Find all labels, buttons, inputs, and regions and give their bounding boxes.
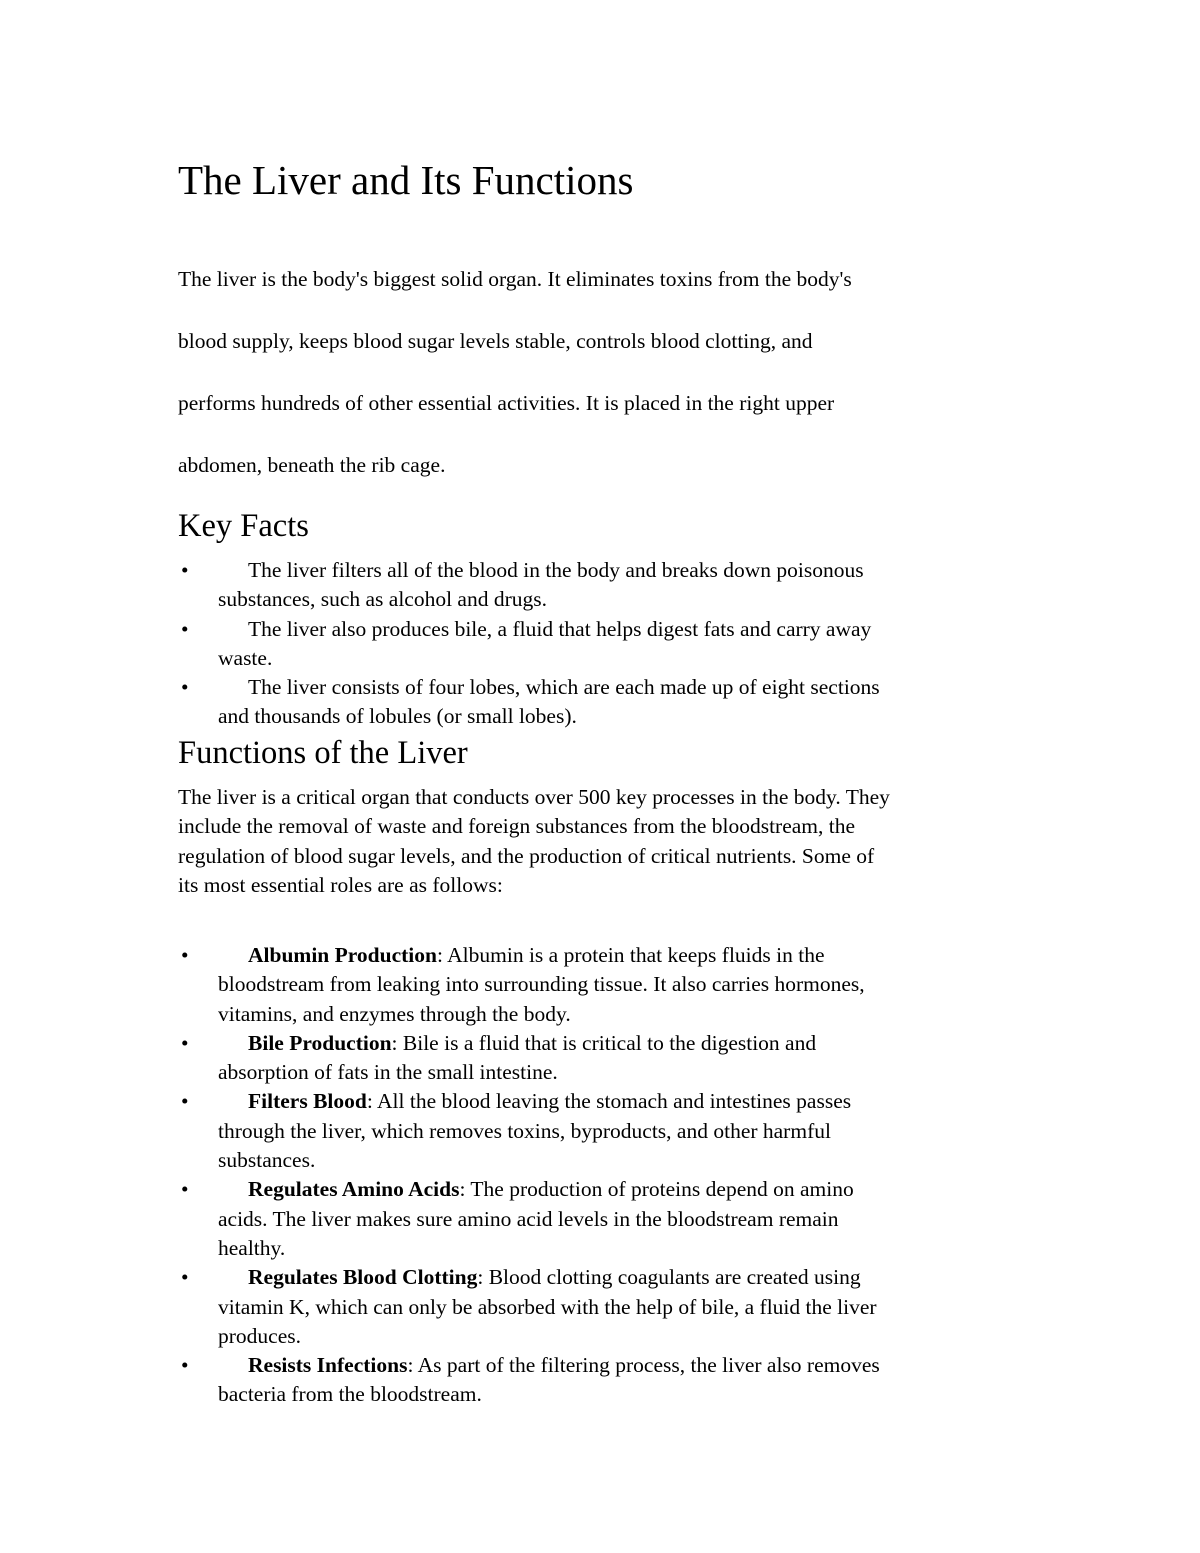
bullet-icon: • bbox=[181, 943, 189, 967]
function-term: Regulates Amino Acids bbox=[248, 1177, 460, 1202]
bullet-icon: • bbox=[181, 675, 189, 700]
bullet-icon: • bbox=[181, 1177, 189, 1202]
intro-line: The liver is the body's biggest solid organ. It eliminates toxins from the body's bbox=[178, 267, 852, 291]
intro-line: abdomen, beneath the rib cage. bbox=[178, 453, 446, 477]
list-item-text: bloodstream from leaking into surrounding tissue. It also carries hormones, bbox=[218, 972, 865, 997]
list-item-first-line bbox=[218, 1029, 1018, 1058]
function-term: Bile Production bbox=[248, 1030, 392, 1055]
function-term: Albumin Production bbox=[248, 943, 437, 967]
list-item-text: vitamins, and enzymes through the body. bbox=[218, 1001, 571, 1026]
list-item-first-line bbox=[218, 1175, 1018, 1204]
functions-paragraph-line: its most essential roles are as follows: bbox=[178, 872, 503, 897]
bullet-icon: • bbox=[181, 1030, 189, 1055]
list-item-text: The liver consists of four lobes, which are each made up of eight sections bbox=[248, 675, 880, 700]
list-item-text: vitamin K, which can only be absorbed with the help of bile, a fluid the liver bbox=[218, 1294, 877, 1319]
bullet-icon: • bbox=[181, 1353, 189, 1378]
bullet-icon: • bbox=[181, 1265, 189, 1290]
function-description: : Albumin is a protein that keeps fluids in the bbox=[436, 943, 825, 967]
key-facts-list bbox=[178, 556, 1018, 732]
list-item bbox=[178, 1029, 1018, 1088]
list-item-text: produces. bbox=[218, 1323, 301, 1348]
function-term: Resists Infections bbox=[248, 1353, 408, 1378]
list-item-text: substances, such as alcohol and drugs. bbox=[218, 587, 547, 612]
list-item-first-line bbox=[218, 1087, 1018, 1116]
list-item-first-line bbox=[218, 1263, 1018, 1292]
list-item bbox=[178, 1263, 1018, 1351]
list-item-text: The liver filters all of the blood in the body and breaks down poisonous bbox=[248, 558, 864, 582]
intro-line: blood supply, keeps blood sugar levels stable, controls blood clotting, and bbox=[178, 329, 813, 353]
list-item-first-line bbox=[218, 1351, 1018, 1380]
list-item-first-line bbox=[218, 941, 1018, 970]
list-item bbox=[178, 1351, 1018, 1410]
bullet-icon: • bbox=[181, 558, 189, 582]
function-description: : As part of the filtering process, the liver also removes bbox=[407, 1353, 880, 1378]
function-description: : Blood clotting coagulants are created using bbox=[477, 1265, 861, 1290]
key-facts-heading: Key Facts bbox=[178, 508, 309, 544]
intro-paragraph bbox=[178, 248, 1038, 496]
list-item-text: healthy. bbox=[218, 1235, 286, 1260]
function-description: : Bile is a fluid that is critical to the digestion and bbox=[391, 1030, 817, 1055]
list-item bbox=[178, 673, 1018, 732]
list-item-text: through the liver, which removes toxins, byproducts, and other harmful bbox=[218, 1118, 831, 1143]
intro-line: performs hundreds of other essential activities. It is placed in the right upper bbox=[178, 391, 835, 415]
functions-paragraph-line: regulation of blood sugar levels, and the production of critical nutrients. Some of bbox=[178, 843, 875, 868]
list-item bbox=[178, 615, 1018, 674]
functions-list bbox=[178, 941, 1018, 1410]
functions-heading: Functions of the Liver bbox=[178, 735, 468, 771]
list-item-text: The liver also produces bile, a fluid that helps digest fats and carry away bbox=[248, 616, 872, 641]
list-item-text: absorption of fats in the small intestine. bbox=[218, 1060, 558, 1085]
list-item-text: bacteria from the bloodstream. bbox=[218, 1382, 482, 1407]
list-item-text: and thousands of lobules (or small lobes). bbox=[218, 704, 577, 729]
functions-paragraph-line: include the removal of waste and foreign substances from the bloodstream, the bbox=[178, 814, 856, 839]
bullet-icon: • bbox=[181, 616, 189, 641]
list-item bbox=[178, 1175, 1018, 1263]
function-term: Regulates Blood Clotting bbox=[248, 1265, 478, 1290]
list-item bbox=[178, 1087, 1018, 1175]
bullet-icon: • bbox=[181, 1089, 189, 1114]
list-item-text: substances. bbox=[218, 1148, 316, 1173]
functions-paragraph bbox=[178, 783, 890, 900]
functions-paragraph-line: The liver is a critical organ that conducts over 500 key processes in the body. They bbox=[178, 785, 890, 809]
list-item-text: waste. bbox=[218, 645, 273, 670]
list-item-text: acids. The liver makes sure amino acid levels in the bloodstream remain bbox=[218, 1206, 839, 1231]
function-description: : The production of proteins depend on amino bbox=[459, 1177, 854, 1202]
list-item bbox=[178, 941, 1018, 1029]
document-title: The Liver and Its Functions bbox=[178, 157, 634, 203]
function-term: Filters Blood bbox=[248, 1089, 367, 1114]
function-description: : All the blood leaving the stomach and intestines passes bbox=[366, 1089, 852, 1114]
list-item bbox=[178, 556, 1018, 615]
